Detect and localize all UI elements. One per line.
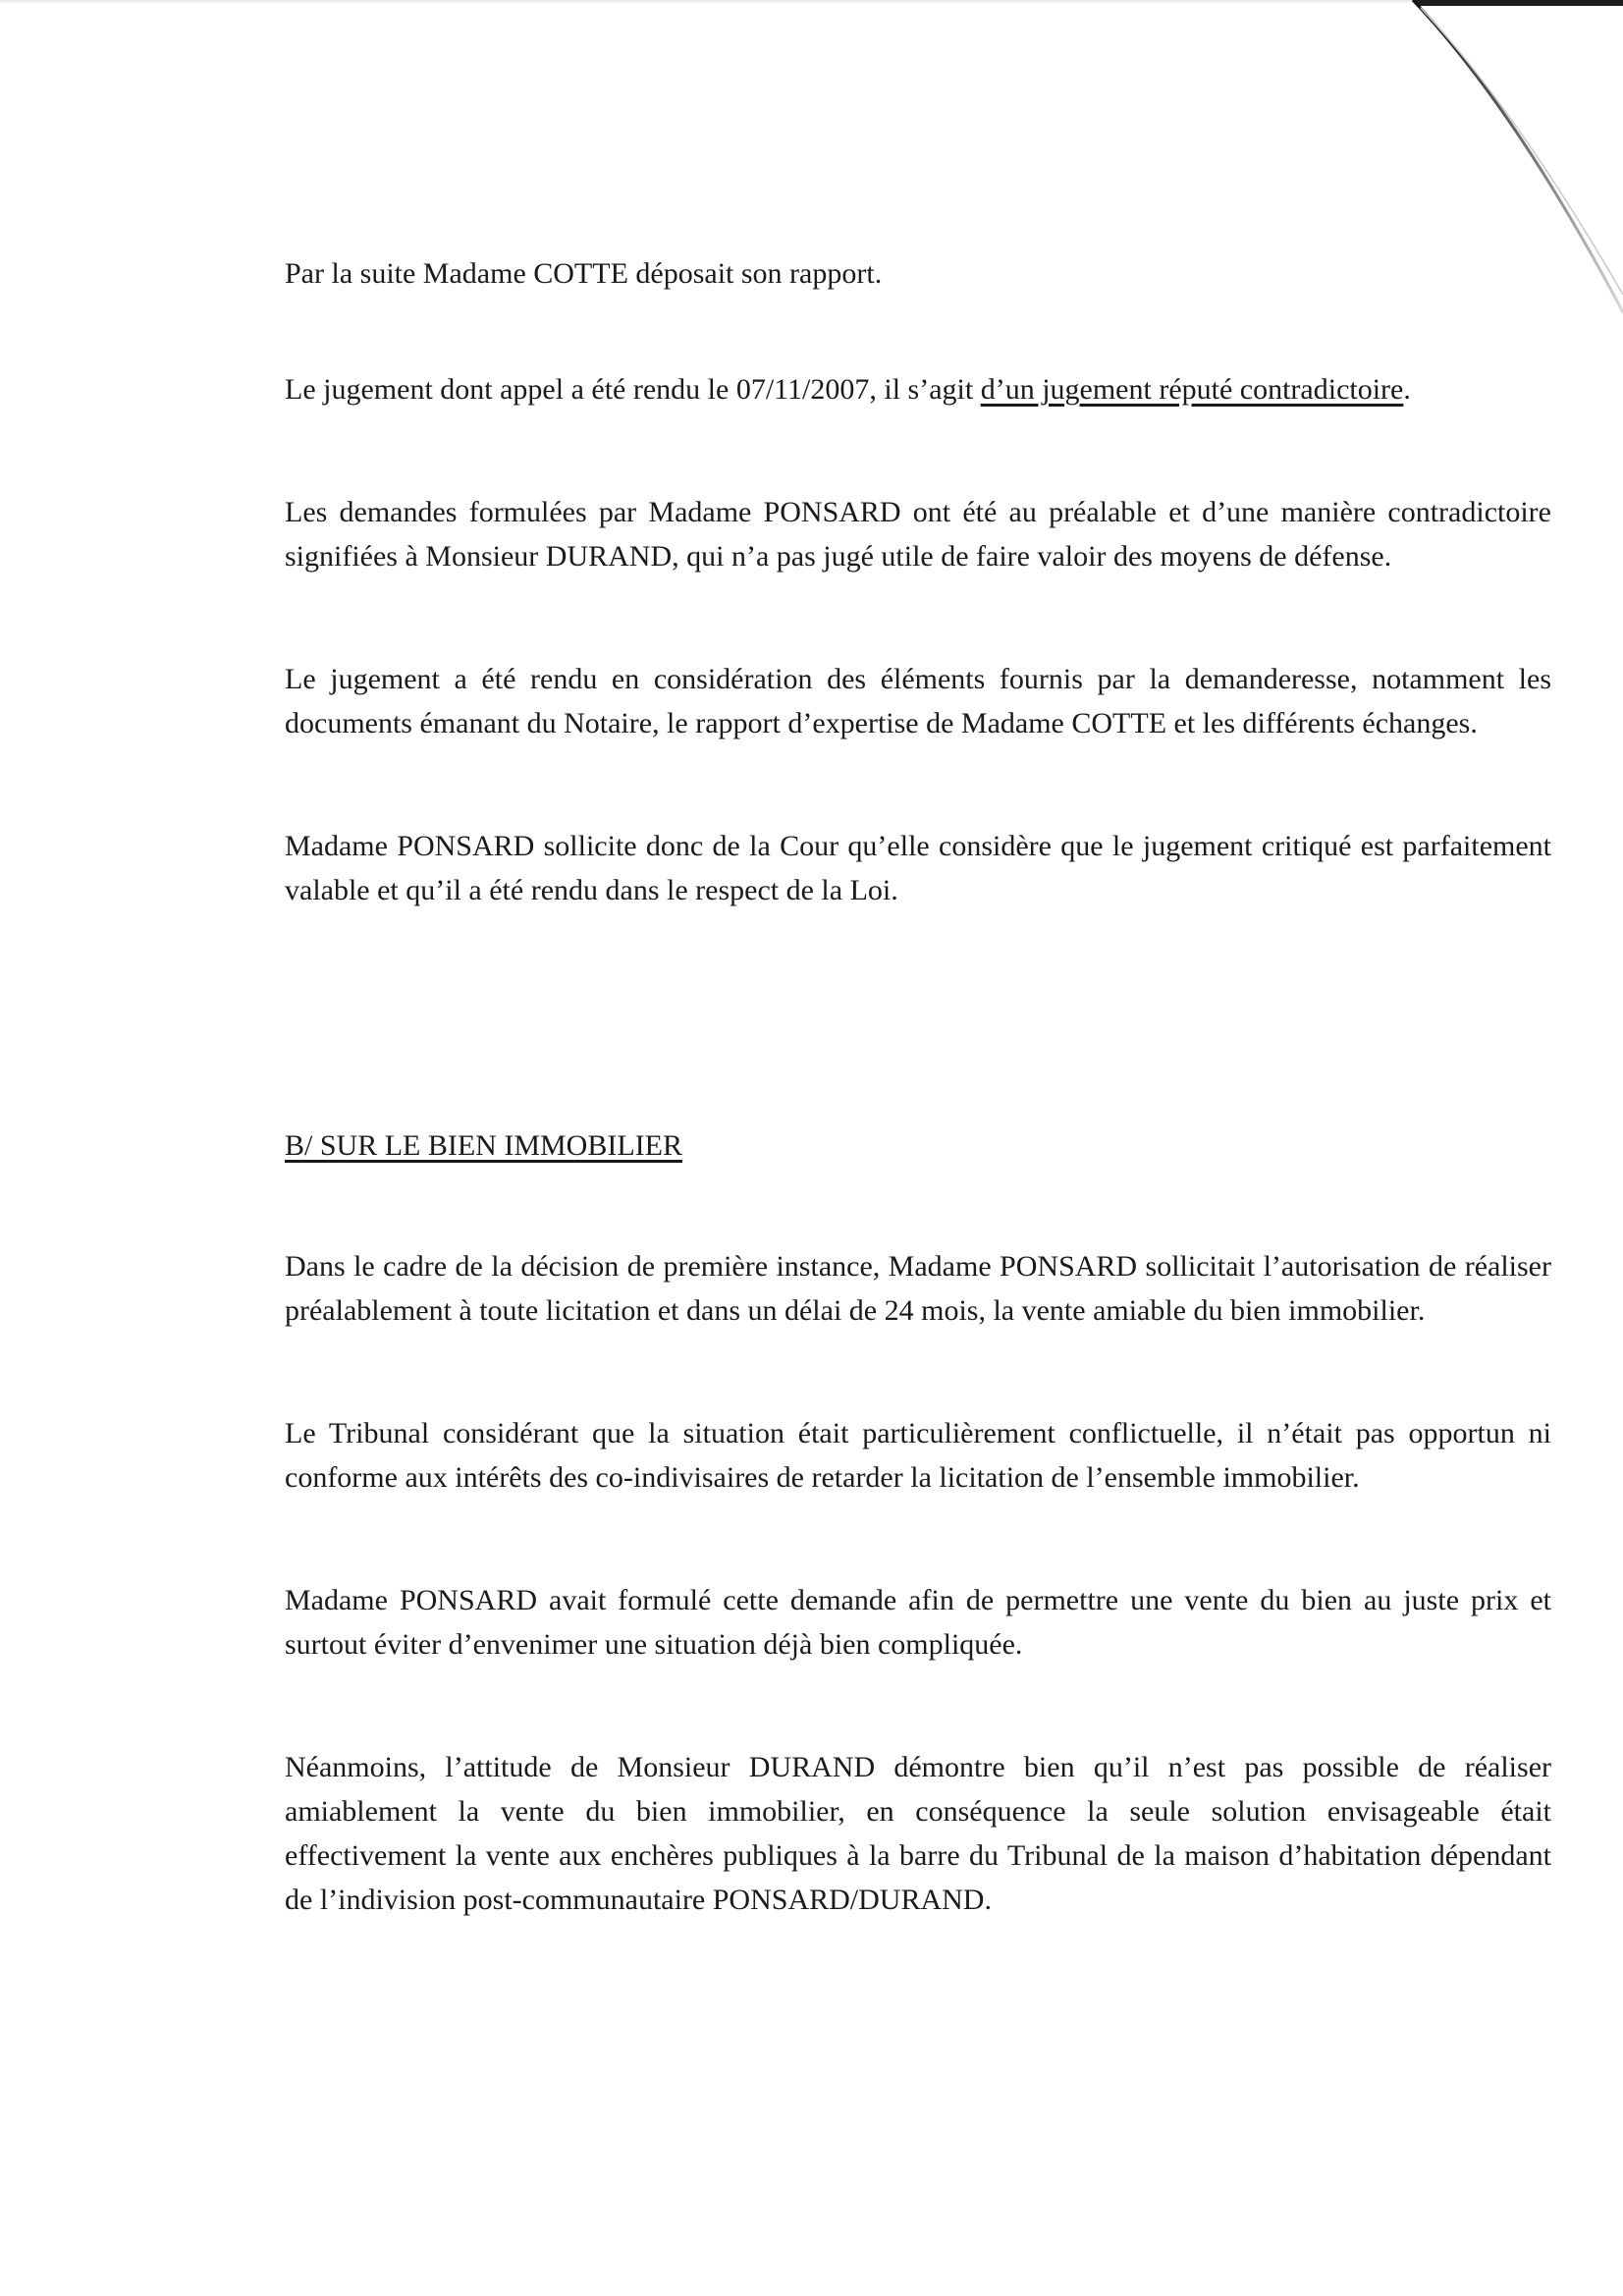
paragraph-requests-served: Les demandes formulées par Madame PONSARD ont été au préalable et d’une manière contradictoire signifiées à Monsieur DURAND, qui n’a pas jugé utile de faire valoir des moyens de défense. — [285, 496, 1551, 573]
paragraph-tribunal-conflict: Le Tribunal considérant que la situation était particulièrement conflictuelle, il n’était pas opportun ni conforme aux intérêts des co-indivisaires de retarder la licitation de l’ensemble immobilier. — [285, 1417, 1551, 1494]
paragraph-cotte-report: Par la suite Madame COTTE déposait son rapport. — [285, 257, 883, 290]
paragraph-judgment-evidence: Le jugement a été rendu en considération des éléments fournis par la demanderesse, notamment les documents émanant du Notaire, le rapport d’expertise de Madame COTTE et les différents échanges. — [285, 663, 1551, 739]
paragraph-fair-price: Madame PONSARD avait formulé cette demande afin de permettre une vente du bien au juste prix et surtout éviter d’envenimer une situation déjà bien compliquée. — [285, 1584, 1551, 1661]
underlined-contradictory-judgment: d’un jugement réputé contradictoire — [980, 373, 1404, 406]
section-heading-real-estate: B/ SUR LE BIEN IMMOBILIER — [285, 1129, 682, 1162]
paragraph-first-instance: Dans le cadre de la décision de première instance, Madame PONSARD sollicitait l’autorisation de réaliser préalablement à toute licitation et dans un délai de 24 mois, la vente amiable du bien immobilier. — [285, 1250, 1551, 1327]
paragraph-judgment-date-end: . — [1403, 373, 1411, 406]
paragraph-court-request: Madame PONSARD sollicite donc de la Cour qu’elle considère que le jugement critiqué est parfaitement valable et qu’il a été rendu dans le respect de la Loi. — [285, 830, 1551, 906]
paragraph-judgment-date-lead: Le jugement dont appel a été rendu le 07/11/2007, il s’agit — [285, 373, 981, 406]
paragraph-public-auction: Néanmoins, l’attitude de Monsieur DURAND démontre bien qu’il n’est pas possible de réaliser amiablement la vente du bien immobilier, en conséquence la seule solution envisageable était effectivement la vente aux enchères publiques à la barre du Tribunal de la maison d’habitation dépendant de l’indivision post-communautaire PONSARD/DURAND. — [285, 1751, 1551, 1916]
document-page — [285, 236, 1551, 1922]
paragraph-judgment-date — [285, 367, 1551, 411]
